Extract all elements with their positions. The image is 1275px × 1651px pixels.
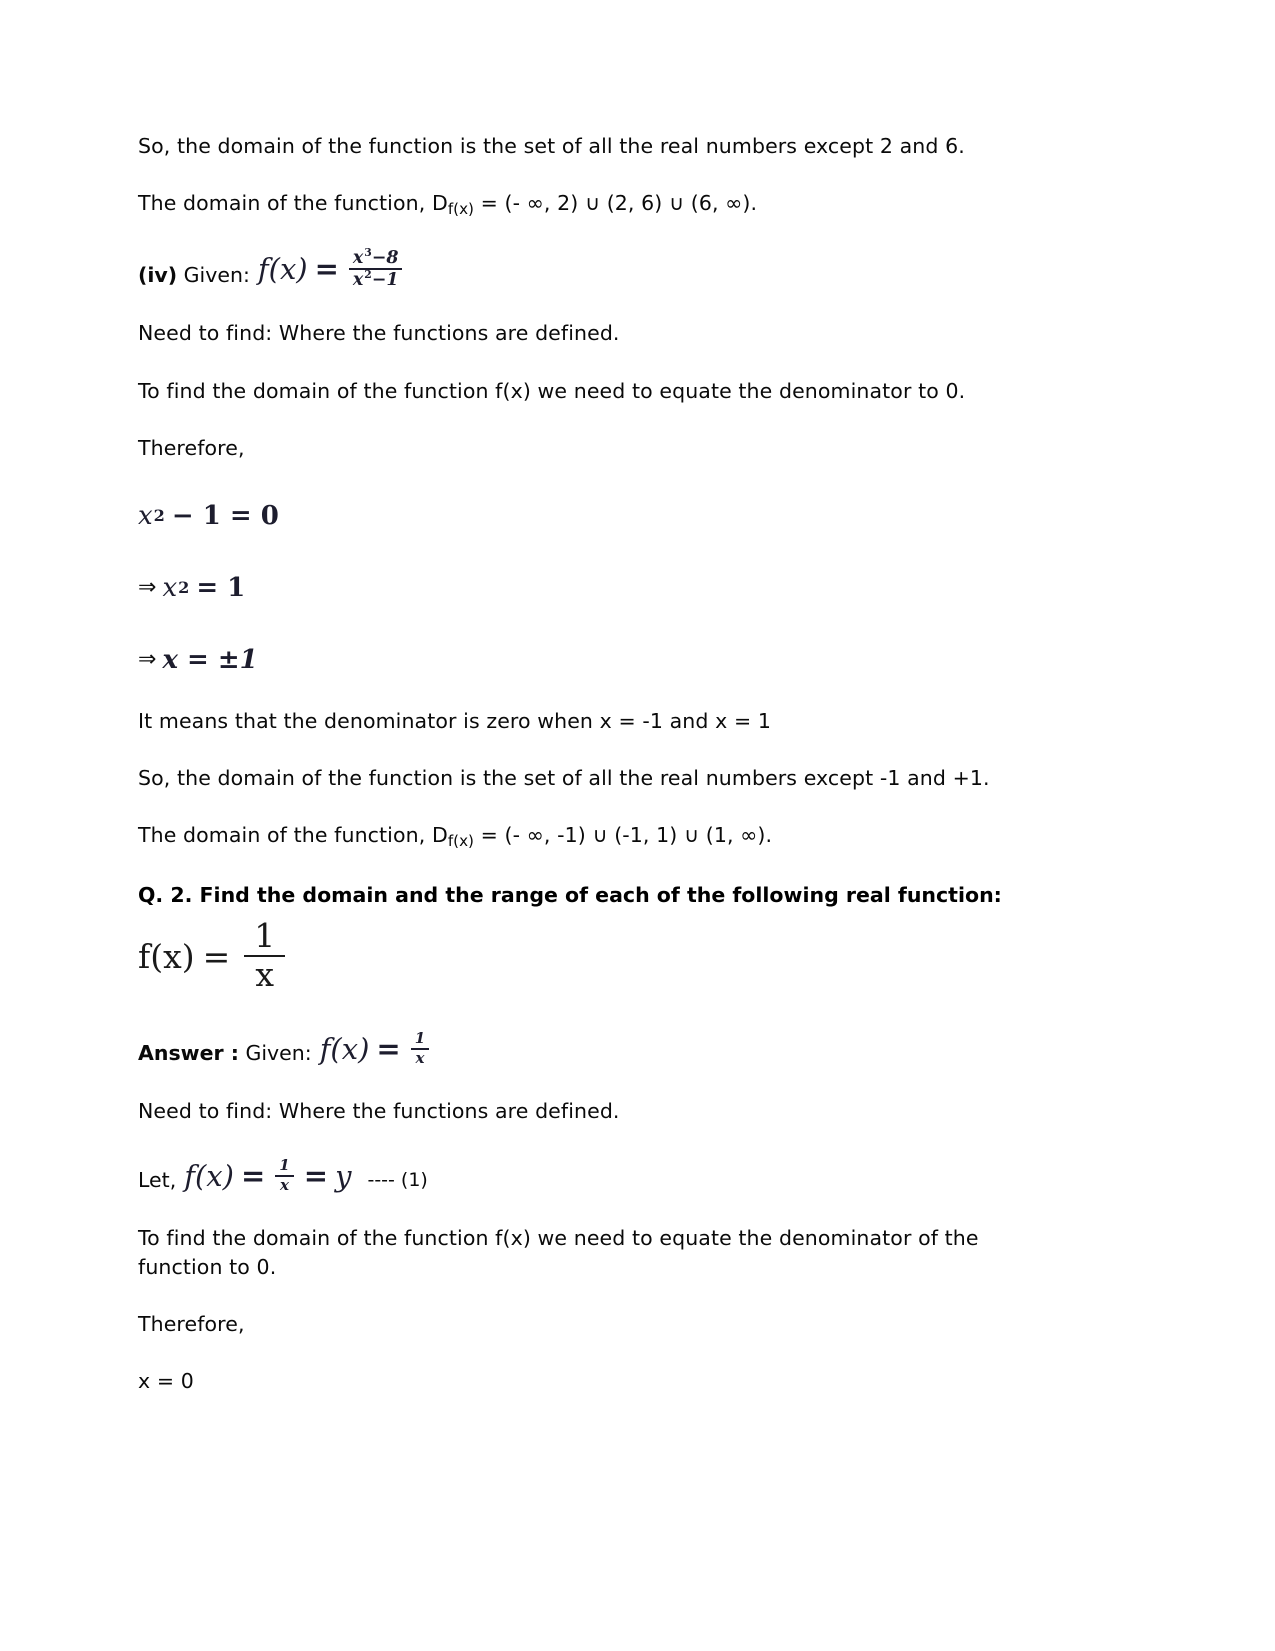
- let-numerator: 1: [279, 1156, 290, 1175]
- equation-fx-cubic-fraction: [257, 246, 406, 291]
- equation-fx-1-over-x-inline: [320, 1031, 433, 1067]
- part-iv-label: (iv): [138, 263, 178, 288]
- math-row-let-equation: [138, 1154, 1018, 1194]
- answer-given-word: Given:: [238, 1040, 312, 1065]
- math-row-x2-equals-1: [138, 563, 1018, 603]
- display-equation-fx-1-over-x: [138, 916, 1018, 995]
- let-fx-lhs: f(x): [184, 1158, 234, 1193]
- paragraph-equate-denominator-1: To find the domain of the function f(x) we need to equate the denominator to 0.: [138, 378, 966, 403]
- paragraph-domain-interval-2: [138, 821, 1018, 853]
- domain-prefix-2: The domain of the function, D: [138, 822, 448, 847]
- let-fx-equals-2: =: [303, 1158, 329, 1193]
- equation-fx-1-over-x-equals-y: [184, 1158, 351, 1194]
- paragraph-domain-interval-1: [138, 189, 1018, 221]
- fraction-denominator: [349, 268, 403, 291]
- math-row-x-equals-plus-minus-1: [138, 635, 1018, 675]
- inline-fx-lhs: f(x): [319, 1031, 370, 1066]
- question-2-heading: Q. 2. Find the domain and the range of each of the following real function:: [138, 882, 1002, 907]
- denominator-exponent: 2: [364, 268, 372, 282]
- let-denominator: x: [280, 1175, 290, 1194]
- paragraph-need-to-find-2: Need to find: Where the functions are defined.: [138, 1098, 620, 1123]
- part-iv-given-word: Given:: [177, 263, 250, 288]
- let-label: Let,: [138, 1167, 177, 1192]
- inline-numerator: 1: [414, 1029, 426, 1048]
- domain-subscript-1: f(x): [447, 200, 474, 219]
- answer-label: Answer :: [138, 1040, 239, 1065]
- domain-subscript-2: f(x): [447, 832, 474, 851]
- eq2-variable: x: [162, 572, 178, 603]
- eq2-rest: = 1: [196, 572, 246, 603]
- paragraph-therefore-2: Therefore,: [138, 1312, 245, 1337]
- equation-x2-equals-1: x 2 = 1: [162, 572, 246, 603]
- paragraph-therefore-1: Therefore,: [138, 435, 245, 460]
- paragraph-domain-except-neg1-1: So, the domain of the function is the set of all the real numbers except -1 and +1.: [138, 765, 990, 790]
- disp-denominator: x: [255, 955, 275, 995]
- page-content: [138, 132, 1018, 1424]
- fx-lhs: f(x): [257, 252, 308, 287]
- paragraph-need-to-find-1: Need to find: Where the functions are defined.: [138, 321, 620, 346]
- paragraph-denominator-zero-note: It means that the denominator is zero when x = -1 and x = 1: [138, 708, 771, 733]
- inline-denominator: x: [415, 1048, 425, 1067]
- let-fx-rhs: y: [335, 1158, 352, 1193]
- eq1-rest: − 1 = 0: [171, 500, 279, 531]
- paragraph-domain-except-2-6: So, the domain of the function is the set of all the real numbers except 2 and 6.: [138, 134, 965, 158]
- implies-arrow-1: ⇒: [138, 574, 157, 600]
- math-row-part-iv-given: [138, 246, 1018, 291]
- fraction-cubic: [349, 246, 403, 291]
- part-iv-prefix: [138, 263, 250, 289]
- implies-arrow-2: ⇒: [138, 646, 157, 672]
- fraction-numerator: [349, 246, 403, 268]
- paragraph-equate-denominator-2: To find the domain of the function f(x) we need to equate the denominator of the function to 0.: [138, 1225, 979, 1279]
- numerator-rest: −8: [371, 247, 399, 268]
- fx-equals: =: [314, 252, 339, 287]
- eq1-variable: x: [138, 500, 153, 531]
- fraction-1-over-x-inline: [411, 1031, 430, 1067]
- math-row-x2-minus-1-equals-0: [138, 491, 1018, 531]
- numerator-base: x: [352, 247, 364, 268]
- eq3-text: x = ±1: [162, 644, 258, 675]
- fraction-1-over-x-let: [275, 1158, 294, 1194]
- denominator-base: x: [352, 270, 364, 291]
- let-fx-equals: =: [240, 1158, 266, 1193]
- disp-lhs: f(x): [138, 936, 195, 976]
- equation-x2-minus-1: x 2 − 1 = 0: [138, 500, 279, 531]
- numerator-exponent: 3: [364, 246, 372, 260]
- equation-tag-1: ---- (1): [367, 1168, 428, 1191]
- domain-prefix-1: The domain of the function, D: [138, 191, 448, 216]
- disp-equals: =: [202, 936, 231, 976]
- math-row-answer-given: [138, 1027, 1018, 1067]
- disp-numerator: 1: [254, 916, 276, 956]
- denominator-rest: −1: [371, 270, 399, 291]
- equation-x-equals-pm1: [162, 645, 257, 675]
- domain-suffix-1: = (- ∞, 2) ∪ (2, 6) ∪ (6, ∞).: [473, 191, 758, 216]
- answer-prefix: [138, 1041, 312, 1067]
- inline-fx-equals: =: [376, 1031, 401, 1066]
- fraction-1-over-x-display: [244, 916, 285, 995]
- domain-suffix-2: = (- ∞, -1) ∪ (-1, 1) ∪ (1, ∞).: [473, 822, 773, 847]
- paragraph-x-equals-zero: x = 0: [138, 1369, 194, 1394]
